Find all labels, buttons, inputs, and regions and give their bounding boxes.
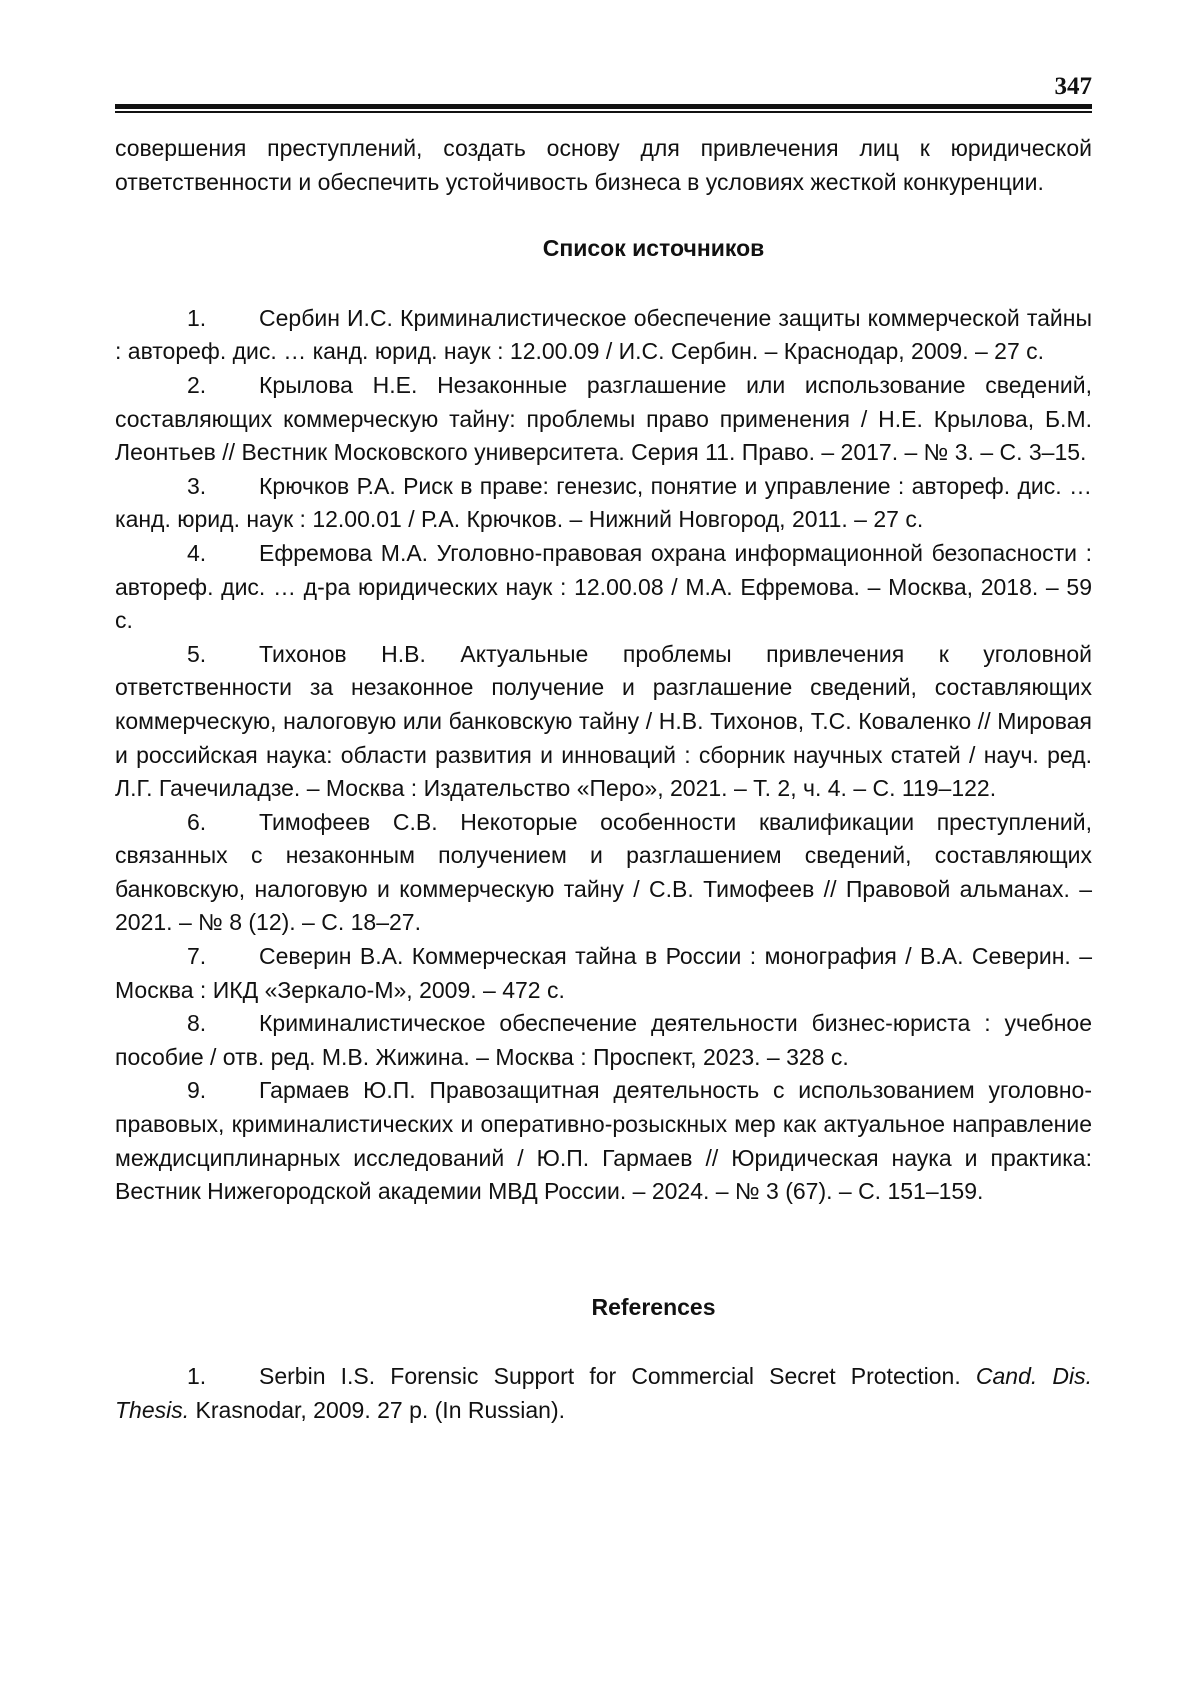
references-list bbox=[115, 1360, 1092, 1427]
source-number: 4. bbox=[187, 539, 207, 566]
reference-text-italic: Cand. Dis. Thesis. bbox=[115, 1363, 1093, 1423]
source-item bbox=[115, 369, 1092, 470]
header-rule-thick bbox=[115, 104, 1092, 109]
source-number: 2. bbox=[187, 371, 207, 398]
source-number: 5. bbox=[187, 640, 207, 667]
source-number: 6. bbox=[187, 808, 207, 835]
source-number: 1. bbox=[187, 304, 207, 331]
source-number: 8. bbox=[187, 1010, 207, 1037]
sources-list bbox=[115, 302, 1092, 1209]
source-text: Крылова Н.Е. Незаконные разглашение или использование сведений, составляющих коммерческую тайну: проблемы право применения / Н.Е. Крылова, Б.М. Леонтьев // Вестник Московского университета. Серия 11. Право. – 2017. – № 3. – С. 3–15. bbox=[115, 371, 1092, 466]
reference-text: Serbin I.S. Forensic Support for Commercial Secret Protection. bbox=[259, 1363, 976, 1390]
reference-item bbox=[115, 1360, 1092, 1427]
page-content bbox=[115, 132, 1092, 1428]
source-text: Ефремова М.А. Уголовно-правовая охрана информационной безопасности : автореф. дис. … д-ра юридических наук : 12.00.08 / М.А. Ефремова. – Москва, 2018. – 59 с. bbox=[115, 539, 1092, 634]
references-heading: References bbox=[591, 1293, 716, 1320]
source-item bbox=[115, 806, 1092, 940]
reference-text-end: Krasnodar, 2009. 27 p. (In Russian). bbox=[189, 1397, 566, 1423]
source-text: Северин В.А. Коммерческая тайна в России : монография / В.А. Северин. – Москва : ИКД «Зеркало-М», 2009. – 472 с. bbox=[115, 943, 1092, 1003]
source-text: Криминалистическое обеспечение деятельности бизнес-юриста : учебное пособие / отв. ред. М.В. Жижина. – Москва : Проспект, 2023. – 328 с. bbox=[115, 1010, 1092, 1070]
source-number: 7. bbox=[187, 943, 207, 970]
header-rule-thin bbox=[115, 111, 1092, 113]
source-item bbox=[115, 470, 1092, 537]
source-item bbox=[115, 940, 1092, 1007]
source-item bbox=[115, 638, 1092, 806]
source-text: Крючков Р.А. Риск в праве: генезис, понятие и управление : автореф. дис. … канд. юрид. наук : 12.00.01 / Р.А. Крючков. – Нижний Новгород, 2011. – 27 с. bbox=[115, 472, 1092, 533]
intro-paragraph: совершения преступлений, создать основу для привлечения лиц к юридической ответственности и обеспечить устойчивость бизнеса в условиях жесткой конкуренции. bbox=[115, 135, 1092, 195]
source-number: 9. bbox=[187, 1077, 207, 1104]
source-text: Сербин И.С. Криминалистическое обеспечение защиты коммерческой тайны : автореф. дис. … канд. юрид. наук : 12.00.09 / И.С. Сербин. – Краснодар, 2009. – 27 с. bbox=[115, 304, 1092, 365]
source-text: Гармаев Ю.П. Правозащитная деятельность с использованием уголовно-правовых, криминалистических и оперативно-розыскных мер как актуальное направление междисциплинарных исследований / Ю.П. Гармаев // Юридическая наука и практика: Вестник Нижегородской академии МВД России. – 2024. – № 3 (67). – С. 151–159. bbox=[115, 1077, 1092, 1205]
reference-number: 1. bbox=[187, 1363, 207, 1390]
source-item bbox=[115, 302, 1092, 369]
source-item bbox=[115, 1007, 1092, 1074]
source-item bbox=[115, 1074, 1092, 1208]
source-text: Тихонов Н.В. Актуальные проблемы привлечения к уголовной ответственности за незаконное получение и разглашение сведений, составляющих коммерческую, налоговую или банковскую тайну / Н.В. Тихонов, Т.С. Коваленко // Мировая и российская наука: области развития и инноваций : сборник научных статей / науч. ред. Л.Г. Гачечиладзе. – Москва : Издательство «Перо», 2021. – Т. 2, ч. 4. – С. 119–122. bbox=[115, 640, 1092, 802]
source-item bbox=[115, 537, 1092, 638]
source-number: 3. bbox=[187, 472, 207, 499]
sources-heading: Список источников bbox=[542, 235, 765, 262]
page-number: 347 bbox=[1054, 73, 1092, 100]
source-text: Тимофеев С.В. Некоторые особенности квалификации преступлений, связанных с незаконным получением и разглашением сведений, составляющих банковскую, налоговую и коммерческую тайну / С.В. Тимофеев // Правовой альманах. – 2021. – № 8 (12). – С. 18–27. bbox=[115, 808, 1092, 936]
